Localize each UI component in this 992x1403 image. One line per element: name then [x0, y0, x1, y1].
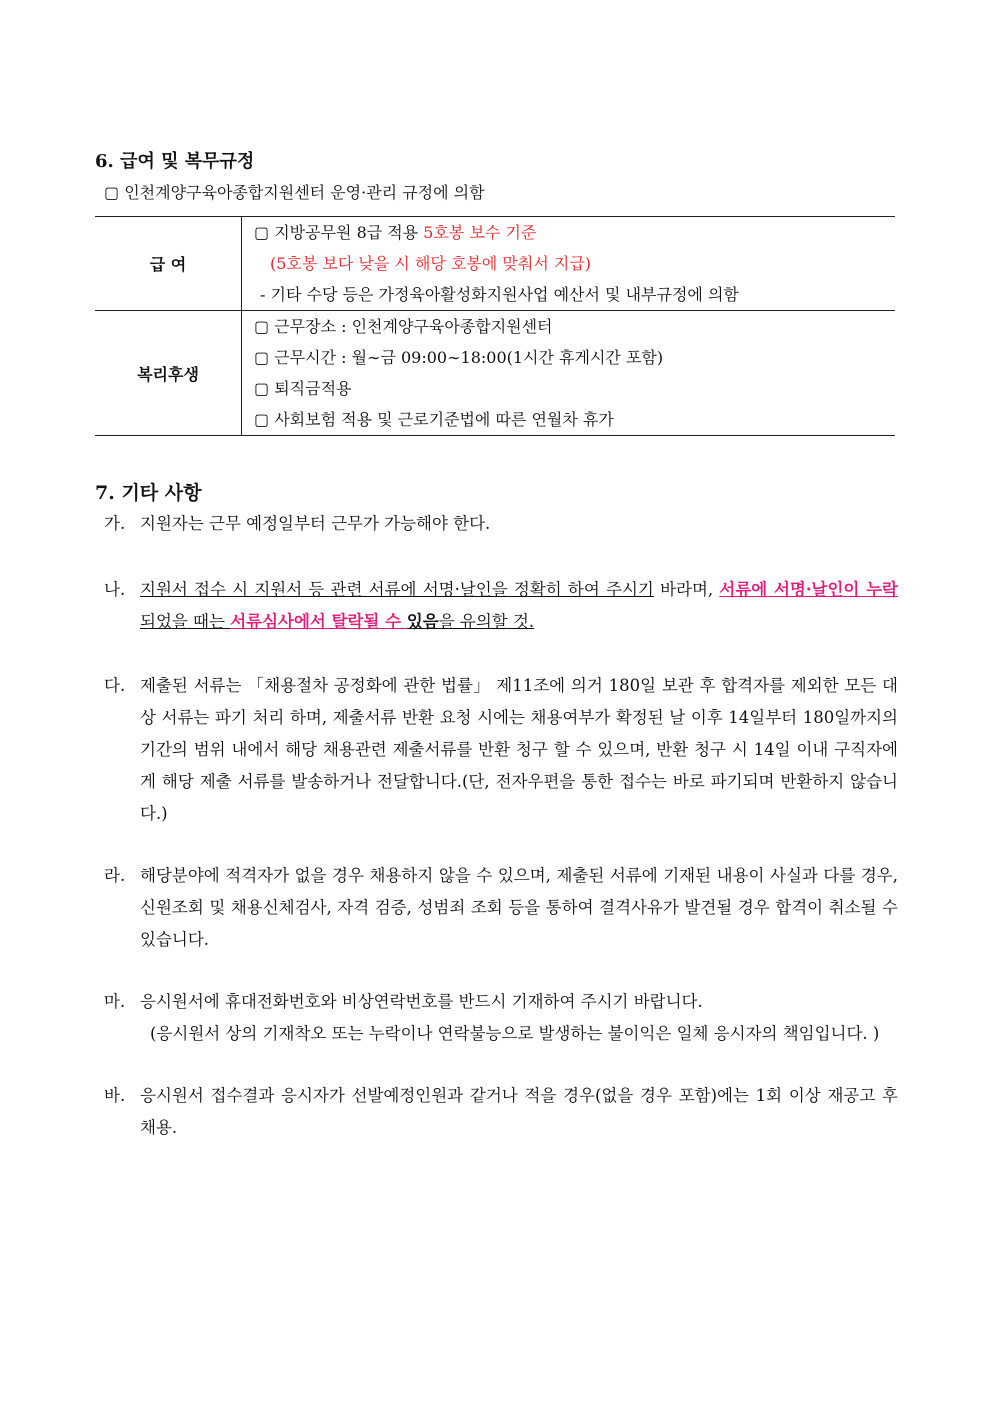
salary-line-2: (5호봉 보다 낮을 시 해당 호봉에 맞춰서 지급) [270, 254, 592, 273]
item-text [140, 986, 898, 1050]
list-item-ma [104, 986, 898, 1050]
item-marker: 가. [104, 514, 126, 533]
item-text-fragment: 있음 [406, 612, 439, 631]
salary-line-3: - 기타 수당 등은 가정육아활성화지원사업 예산서 및 내부규정에 의함 [260, 285, 739, 304]
item-marker: 라. [104, 866, 126, 885]
salary-label: 급 여 [95, 217, 242, 311]
section-7-heading: 7. 기타 사항 [95, 482, 202, 504]
item-text [140, 574, 898, 638]
list-item-ga [104, 508, 898, 540]
welfare-content [242, 311, 896, 436]
item-text: 해당분야에 적격자가 없을 경우 채용하지 않을 수 있으며, 제출된 서류에 기재된 내용이 사실과 다를 경우, 신원조회 및 채용신체검사, 자격 검증, 성범죄 조회 등을 통하여 결격사유가 발견될 경우 합격이 취소될 수 있습니다. [140, 866, 898, 949]
list-item-ba [104, 1080, 898, 1144]
list-item-ra [104, 860, 898, 956]
item-text: 제출된 서류는 「채용절차 공정화에 관한 법률」 제11조에 의거 180일 보관 후 합격자를 제외한 모든 대상 서류는 파기 처리 하며, 제출서류 반환 요청 시에는 채용여부가 확정된 날 이후 14일부터 180일까지의 기간의 범위 내에서 해당 채용관련 제출서류를 반환 청구 할 수 있으며, 반환 청구 시 14일 이내 구직자에게 해당 제출 서류를 발송하거나 전달합니다.(단, 전자우편을 통한 접수는 바로 파기되며 반환하지 않습니다.) [140, 676, 898, 823]
item-marker: 마. [104, 992, 126, 1011]
welfare-label: 복리후생 [95, 311, 242, 436]
signature-notice-underlined: 지원서 접수 시 지원서 등 관련 서류에 서명·날인을 정확히 하여 주시기 [140, 580, 654, 599]
salary-line-1 [254, 217, 895, 248]
item-marker: 나. [104, 580, 126, 599]
salary-content [242, 217, 896, 311]
item-text-fragment: 을 유의할 것. [438, 612, 535, 631]
salary-welfare-table [95, 216, 895, 436]
section-6-intro: ▢ 인천계양구육아종합지원센터 운영·관리 규정에 의함 [104, 183, 485, 202]
item-text-note: (응시원서 상의 기재착오 또는 누락이나 연락불능으로 발생하는 불이익은 일체 응시자의 책임입니다. ) [150, 1024, 880, 1043]
welfare-line: ▢ 근무장소 : 인천계양구육아종합지원센터 [254, 317, 553, 336]
item-text-fragment: 바라며, [653, 580, 720, 599]
item-text: 응시원서 접수결과 응시자가 선발예정인원과 같거나 적을 경우(없을 경우 포함)에는 1회 이상 재공고 후 채용. [140, 1086, 898, 1137]
salary-line-1-prefix: ▢ 지방공무원 8급 적용 [254, 223, 424, 242]
list-item-da [104, 670, 898, 830]
salary-row [95, 217, 895, 311]
welfare-row [95, 311, 895, 436]
list-item-na [104, 574, 898, 638]
salary-line-1-highlight: 5호봉 보수 기준 [423, 223, 537, 242]
welfare-line: ▢ 근무시간 : 월∼금 09:00∼18:00(1시간 휴게시간 포함) [254, 348, 664, 367]
welfare-line: ▢ 퇴직금적용 [254, 379, 352, 398]
item-text: 지원자는 근무 예정일부터 근무가 가능해야 한다. [140, 514, 491, 533]
section-7-items [104, 508, 898, 1144]
section-6-heading: 6. 급여 및 복무규정 [95, 151, 255, 172]
item-text-fragment: 되었을 때는 [140, 612, 231, 631]
missing-signature-warning: 서류에 서명·날인이 누락 [719, 580, 898, 599]
item-text-main: 응시원서에 휴대전화번호와 비상연락번호를 반드시 기재하여 주시기 바랍니다. [140, 992, 703, 1011]
rejection-warning: 서류심사에서 탈락될 수 [230, 612, 407, 631]
welfare-line: ▢ 사회보험 적용 및 근로기준법에 따른 연월차 휴가 [254, 410, 614, 429]
item-marker: 바. [104, 1086, 126, 1105]
item-marker: 다. [104, 676, 126, 695]
